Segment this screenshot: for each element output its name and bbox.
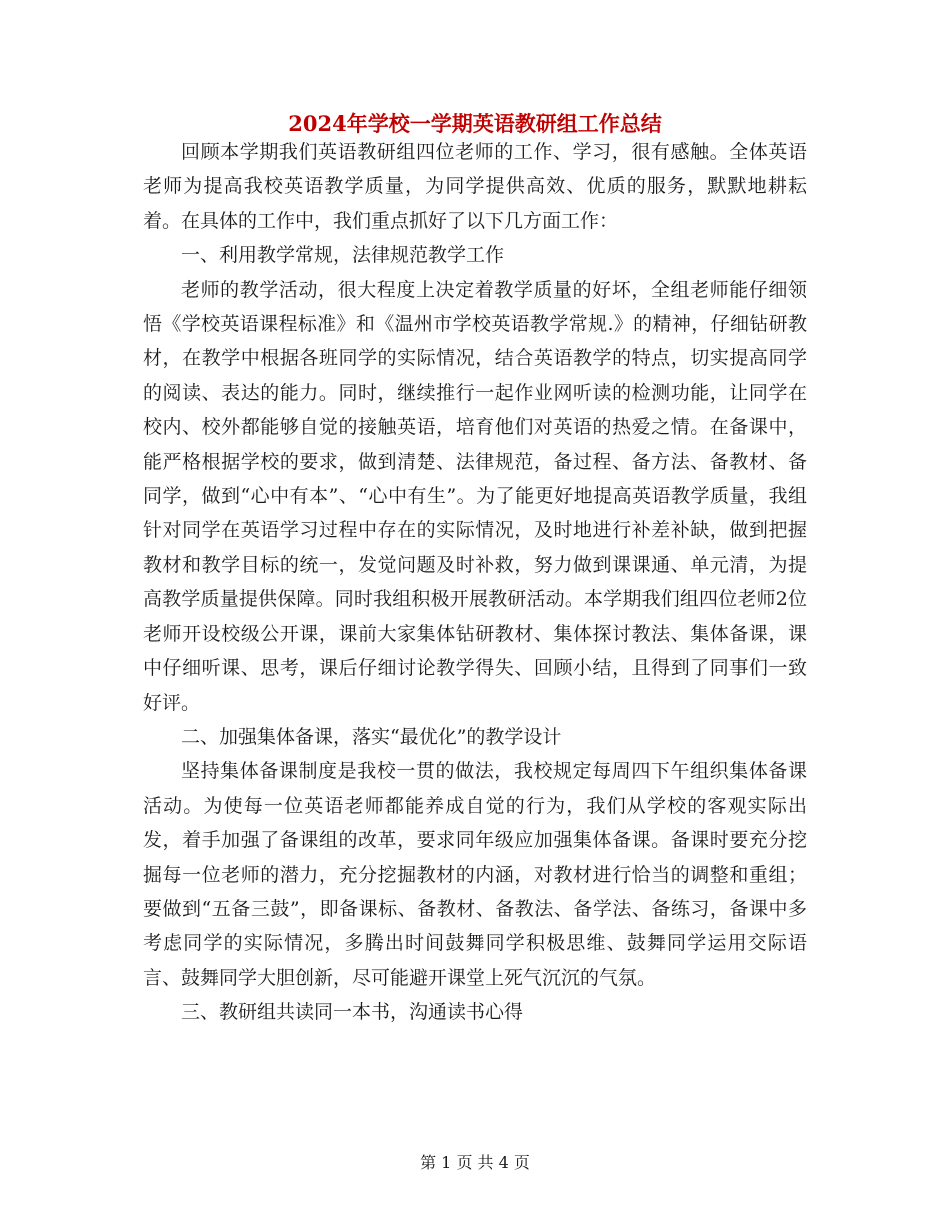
document-body xyxy=(143,135,807,1030)
section-heading-1: 一、利用教学常规，法律规范教学工作 xyxy=(181,244,505,267)
page-number-footer: 第 1 页 共 4 页 xyxy=(420,1153,530,1172)
section-heading-3: 三、教研组共读同一本书，沟通读书心得 xyxy=(181,1001,524,1024)
section-2-paragraph: 坚持集体备课制度是我校一贯的做法，我校规定每周四下午组织集体备课活动。为使每一位英语老师都能养成自觉的行为，我们从学校的客观实际出发，着手加强了备课组的改革，要求同年级应加强集体备课。备课时要充分挖掘每一位老师的潜力，充分挖掘教材的内涵，对教材进行恰当的调整和重组；要做到“五备三鼓”，即备课标、备教材、备教法、备学法、备练习，备课中多考虑同学的实际情况，多腾出时间鼓舞同学积极思维、鼓舞同学运用交际语言、鼓舞同学大胆创新，尽可能避开课堂上死气沉沉的气氛。 xyxy=(143,760,807,989)
section-heading-2: 二、加强集体备课，落实“最优化”的教学设计 xyxy=(181,725,562,748)
intro-paragraph: 回顾本学期我们英语教研组四位老师的工作、学习，很有感触。全体英语老师为提高我校英语教学质量，为同学提供高效、优质的服务，默默地耕耘着。在具体的工作中，我们重点抓好了以下几方面工作： xyxy=(143,141,807,232)
section-1-paragraph: 老师的教学活动，很大程度上决定着教学质量的好坏，全组老师能仔细领悟《学校英语课程标准》和《温州市学校英语教学常规.》的精神，仔细钻研教材，在教学中根据各班同学的实际情况，结合英语教学的特点，切实提高同学的阅读、表达的能力。同时，继续推行一起作业网听读的检测功能，让同学在校内、校外都能够自觉的接触英语，培育他们对英语的热爱之情。在备课中，能严格根据学校的要求，做到清楚、法律规范，备过程、备方法、备教材、备同学，做到“心中有本”、“心中有生”。为了能更好地提高英语教学质量，我组针对同学在英语学习过程中存在的实际情况，及时地进行补差补缺，做到把握教材和教学目标的统一，发觉问题及时补救，努力做到课课通、单元清，为提高教学质量提供保障。同时我组积极开展教研活动。本学期我们组四位老师2位老师开设校级公开课，课前大家集体钻研教材、集体探讨教法、集体备课，课中仔细听课、思考，课后仔细讨论教学得失、回顾小结，且得到了同事们一致好评。 xyxy=(143,278,807,714)
document-title: 2024年学校一学期英语教研组工作总结 xyxy=(288,111,662,136)
